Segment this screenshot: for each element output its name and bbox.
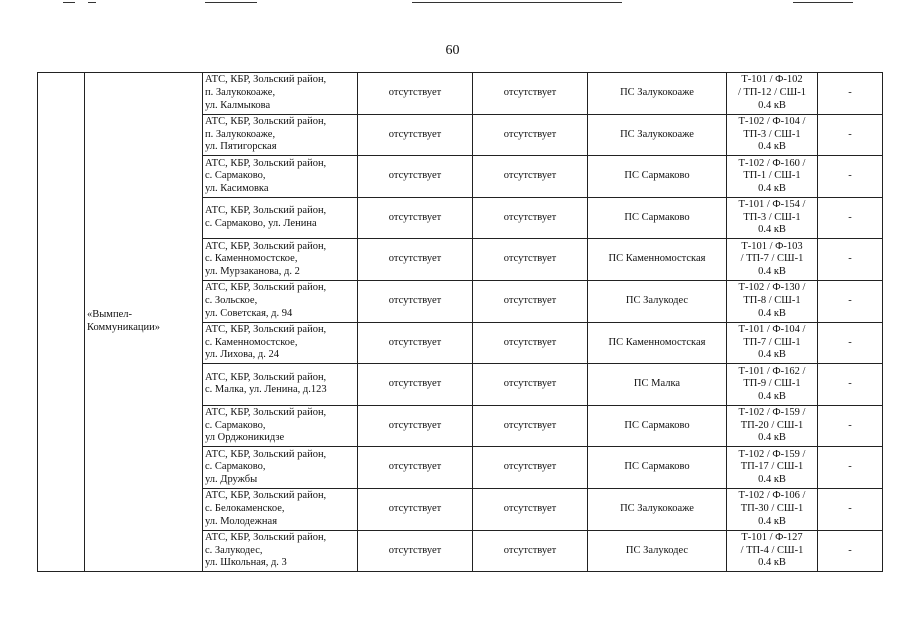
address-cell [203, 114, 358, 156]
address-line: п. Залукокоаже, [205, 128, 276, 140]
substation-cell: ПС Залукокоаже [588, 114, 727, 156]
address-line: ул. Калмыкова [205, 99, 271, 111]
address-line: с. Белокаменское, [205, 502, 285, 514]
address-line: ул. Мурзаканова, д. 2 [205, 265, 300, 277]
scan-artifact-lines [0, 0, 905, 6]
address-line: с. Сармаково, ул. Ленина [205, 218, 317, 230]
connection-point-line: Т-101 / Ф-162 / [738, 365, 806, 377]
substation-cell: ПС Сармаково [588, 156, 727, 198]
connection-point-line: / ТП-7 / СШ-1 [740, 253, 804, 265]
connection-point-line: Т-102 / Ф-104 / [738, 116, 806, 127]
address-cell [203, 73, 358, 115]
connection-point-cell [727, 488, 818, 530]
address-line: АТС, КБР, Зольский район, [205, 407, 327, 419]
status-cell-a: отсутствует [358, 447, 473, 489]
dash-cell: - [818, 405, 883, 447]
address-line: АТС, КБР, Зольский район, [205, 157, 327, 169]
status-cell-a: отсутствует [358, 405, 473, 447]
status-cell-b: отсутствует [473, 405, 588, 447]
substation-cell: ПС Сармаково [588, 197, 727, 239]
dash-cell: - [818, 197, 883, 239]
connection-point-line: 0.4 кВ [758, 515, 786, 527]
row-number-cell [38, 73, 85, 572]
address-cell [203, 447, 358, 489]
connection-point-line: ТП-30 / СШ-1 [740, 502, 804, 514]
status-cell-b: отсутствует [473, 156, 588, 198]
connection-point-line: ТП-3 / СШ-1 [743, 211, 801, 223]
organization-line: «Вымпел- [87, 309, 132, 321]
status-cell-b: отсутствует [473, 197, 588, 239]
page-number: 60 [445, 43, 460, 58]
connection-point-line: Т-101 / Ф-154 / [738, 199, 806, 211]
connection-point-line: 0.4 кВ [758, 265, 786, 277]
status-cell-a: отсутствует [358, 322, 473, 364]
address-line: с. Каменномостское, [205, 336, 298, 348]
address-line: ул. Лихова, д. 24 [205, 349, 279, 361]
connection-point-cell [727, 239, 818, 281]
substation-cell: ПС Залукокоаже [588, 73, 727, 115]
address-line: АТС, КБР, Зольский район, [205, 323, 327, 335]
status-cell-b: отсутствует [473, 73, 588, 115]
address-cell [203, 488, 358, 530]
connection-point-cell [727, 405, 818, 447]
address-cell [203, 280, 358, 322]
status-cell-a: отсутствует [358, 156, 473, 198]
status-cell-a: отсутствует [358, 280, 473, 322]
dash-cell: - [818, 364, 883, 406]
dash-cell: - [818, 239, 883, 281]
connection-point-line: ТП-3 / СШ-1 [743, 128, 801, 140]
status-cell-a: отсутствует [358, 197, 473, 239]
address-line: ул. Школьная, д. 3 [205, 557, 287, 569]
connection-point-line: Т-102 / Ф-130 / [738, 282, 806, 294]
address-line: ул. Советская, д. 94 [205, 307, 293, 319]
organization-cell [85, 73, 203, 572]
status-cell-b: отсутствует [473, 488, 588, 530]
dash-cell: - [818, 322, 883, 364]
address-cell [203, 322, 358, 364]
dash-cell: - [818, 530, 883, 572]
connection-point-cell [727, 447, 818, 489]
connection-point-line: ТП-8 / СШ-1 [743, 294, 801, 306]
address-line: с. Каменномостское, [205, 253, 298, 265]
connection-point-line: 0.4 кВ [758, 99, 786, 111]
address-line: ул. Молодежная [205, 515, 278, 527]
address-cell [203, 530, 358, 572]
dash-cell: - [818, 73, 883, 115]
status-cell-a: отсутствует [358, 364, 473, 406]
connection-point-line: / ТП-4 / СШ-1 [740, 544, 804, 556]
connection-point-line: ТП-1 / СШ-1 [743, 170, 801, 182]
address-cell [203, 156, 358, 198]
dash-cell: - [818, 488, 883, 530]
connection-point-line: 0.4 кВ [758, 182, 786, 194]
address-cell [203, 239, 358, 281]
connection-point-cell [727, 156, 818, 198]
dash-cell: - [818, 280, 883, 322]
substation-cell: ПС Сармаково [588, 405, 727, 447]
connection-point-line: / ТП-12 / СШ-1 [737, 87, 807, 98]
address-line: с. Сармаково, [205, 170, 266, 182]
address-line: АТС, КБР, Зольский район, [205, 371, 327, 383]
substation-cell: ПС Залукодес [588, 530, 727, 572]
address-cell [203, 364, 358, 406]
address-line: ул Орджоникидзе [205, 432, 285, 444]
connection-point-line: Т-101 / Ф-127 [741, 531, 803, 543]
connection-point-line: Т-101 / Ф-104 / [738, 323, 806, 335]
address-line: АТС, КБР, Зольский район, [205, 74, 327, 86]
address-line: АТС, КБР, Зольский район, [205, 282, 327, 294]
data-table [37, 72, 883, 572]
connection-point-line: ТП-17 / СШ-1 [740, 461, 804, 473]
status-cell-b: отсутствует [473, 364, 588, 406]
connection-point-line: Т-102 / Ф-159 / [738, 407, 806, 419]
status-cell-a: отсутствует [358, 530, 473, 572]
status-cell-a: отсутствует [358, 239, 473, 281]
connection-point-line: ТП-20 / СШ-1 [740, 419, 804, 431]
connection-point-line: 0.4 кВ [758, 473, 786, 485]
connection-point-line: 0.4 кВ [758, 390, 786, 402]
status-cell-b: отсутствует [473, 280, 588, 322]
connection-point-line: 0.4 кВ [758, 141, 786, 153]
connection-point-line: 0.4 кВ [758, 349, 786, 361]
address-line: АТС, КБР, Зольский район, [205, 448, 327, 460]
address-line: АТС, КБР, Зольский район, [205, 531, 327, 543]
address-line: с. Сармаково, [205, 461, 266, 473]
connection-point-cell [727, 114, 818, 156]
connection-point-cell [727, 197, 818, 239]
address-line: с. Зольское, [205, 294, 258, 306]
connection-point-cell [727, 530, 818, 572]
status-cell-a: отсутствует [358, 73, 473, 115]
connection-point-line: Т-102 / Ф-160 / [738, 157, 806, 169]
status-cell-b: отсутствует [473, 530, 588, 572]
address-line: ул. Дружбы [205, 473, 258, 485]
connection-point-line: 0.4 кВ [758, 432, 786, 444]
connection-point-cell [727, 73, 818, 115]
address-line: с. Сармаково, [205, 419, 266, 431]
address-cell [203, 197, 358, 239]
address-line: АТС, КБР, Зольский район, [205, 205, 327, 217]
connection-point-cell [727, 364, 818, 406]
connection-point-line: Т-102 / Ф-159 / [738, 448, 806, 460]
connection-point-line: ТП-9 / СШ-1 [743, 378, 801, 390]
connection-point-line: 0.4 кВ [758, 307, 786, 319]
connection-point-line: ТП-7 / СШ-1 [743, 336, 801, 348]
substation-cell: ПС Малка [588, 364, 727, 406]
status-cell-a: отсутствует [358, 488, 473, 530]
address-line: АТС, КБР, Зольский район, [205, 240, 327, 252]
connection-point-line: 0.4 кВ [758, 224, 786, 236]
dash-cell: - [818, 114, 883, 156]
address-line: АТС, КБР, Зольский район, [205, 116, 327, 127]
address-line: с. Малка, ул. Ленина, д.123 [205, 384, 327, 396]
address-line: ул. Пятигорская [205, 141, 277, 153]
substation-cell: ПС Каменномостская [588, 239, 727, 281]
dash-cell: - [818, 447, 883, 489]
connection-point-line: Т-102 / Ф-106 / [738, 490, 806, 502]
status-cell-b: отсутствует [473, 114, 588, 156]
address-line: ул. Касимовка [205, 182, 269, 194]
address-line: п. Залукокоаже, [205, 87, 276, 98]
substation-cell: ПС Залукокоаже [588, 488, 727, 530]
status-cell-b: отсутствует [473, 239, 588, 281]
status-cell-b: отсутствует [473, 322, 588, 364]
connection-point-line: 0.4 кВ [758, 557, 786, 569]
substation-cell: ПС Сармаково [588, 447, 727, 489]
connection-point-line: Т-101 / Ф-102 [741, 74, 803, 86]
substation-cell: ПС Залукодес [588, 280, 727, 322]
substation-cell: ПС Каменномостская [588, 322, 727, 364]
status-cell-b: отсутствует [473, 447, 588, 489]
status-cell-a: отсутствует [358, 114, 473, 156]
address-cell [203, 405, 358, 447]
organization-line: Коммуникации» [87, 322, 161, 334]
connection-point-cell [727, 280, 818, 322]
address-line: с. Залукодес, [205, 544, 263, 556]
connection-point-line: Т-101 / Ф-103 [741, 240, 803, 252]
connection-point-cell [727, 322, 818, 364]
address-line: АТС, КБР, Зольский район, [205, 490, 327, 502]
table-row [38, 73, 883, 115]
dash-cell: - [818, 156, 883, 198]
